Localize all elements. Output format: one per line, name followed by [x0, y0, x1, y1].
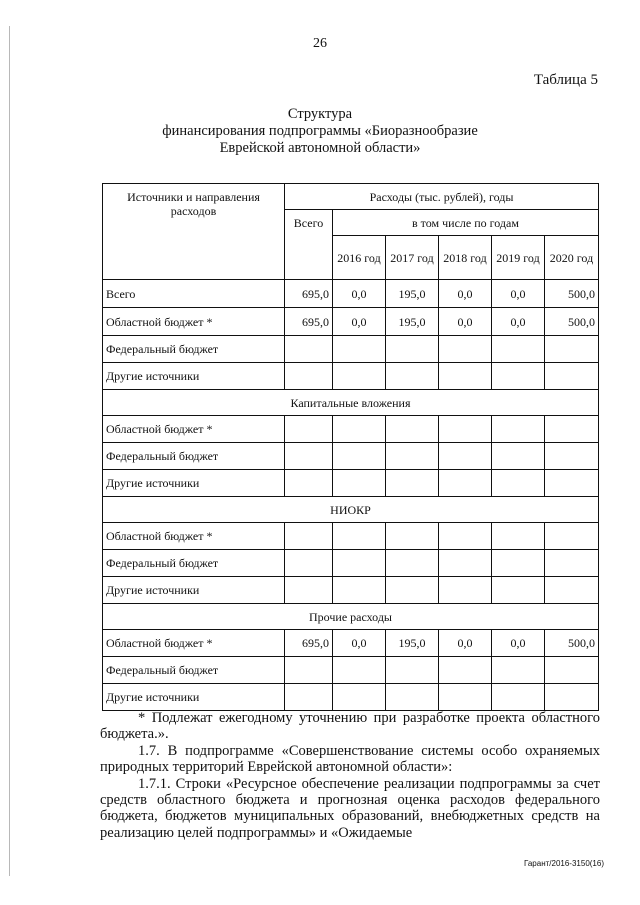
year-value-cell: [492, 470, 545, 497]
year-value-cell: [492, 363, 545, 390]
year-value-cell: [492, 550, 545, 577]
footer-document-code: Гарант/2016-3150(16): [523, 859, 604, 868]
year-value-cell: [492, 657, 545, 684]
row-label-cell: Другие источники: [103, 470, 285, 497]
table-label: Таблица 5: [533, 72, 598, 88]
table-row: [103, 577, 599, 604]
year-value-cell: 0,0: [333, 308, 386, 336]
year-value-cell: 0,0: [439, 630, 492, 657]
year-value-cell: 0,0: [333, 280, 386, 308]
header-source-cell: Источники и направления расходов: [103, 184, 285, 280]
year-value-cell: [439, 684, 492, 711]
year-value-cell: [492, 416, 545, 443]
row-label-cell: Другие источники: [103, 363, 285, 390]
header-by-years-cell: в том числе по годам: [333, 210, 599, 236]
total-value-cell: [285, 470, 333, 497]
year-value-cell: [386, 550, 439, 577]
year-value-cell: [333, 684, 386, 711]
header-row-1: [103, 184, 599, 210]
section-row: [103, 390, 599, 416]
title-line-1: Структура: [287, 106, 353, 122]
year-value-cell: [545, 416, 599, 443]
row-label-cell: Федеральный бюджет: [103, 336, 285, 363]
table-body: [103, 184, 599, 711]
total-value-cell: [285, 577, 333, 604]
table-row: [103, 336, 599, 363]
header-year-cell: 2016 год: [333, 236, 386, 280]
section-heading-cell: Капитальные вложения: [103, 390, 599, 416]
paragraph-1-7: 1.7. В подпрограмме «Совершенствование системы особо охраняемых природных территорий Еврейской автономной области»:: [100, 742, 600, 776]
year-value-cell: [492, 684, 545, 711]
year-value-cell: [386, 577, 439, 604]
paragraph-1-7-1: 1.7.1. Строки «Ресурсное обеспечение реализации подпрограммы за счет средств областного бюджета и прогнозная оценка расходов федерального бюджета, бюджетов муниципальных образований, внебюджетных средств на реализацию целей подпрограммы» и «Ожидаемые: [100, 775, 600, 841]
year-value-cell: [439, 443, 492, 470]
total-value-cell: [285, 523, 333, 550]
year-value-cell: 0,0: [492, 308, 545, 336]
table-row: [103, 684, 599, 711]
year-value-cell: 0,0: [333, 630, 386, 657]
total-value-cell: [285, 550, 333, 577]
table-row: [103, 523, 599, 550]
year-value-cell: 0,0: [492, 630, 545, 657]
year-value-cell: [492, 577, 545, 604]
total-value-cell: [285, 363, 333, 390]
header-year-cell: 2017 год: [386, 236, 439, 280]
row-label-cell: Федеральный бюджет: [103, 443, 285, 470]
year-value-cell: [439, 363, 492, 390]
year-value-cell: 0,0: [439, 308, 492, 336]
year-value-cell: [439, 470, 492, 497]
year-value-cell: 500,0: [545, 630, 599, 657]
year-value-cell: [439, 523, 492, 550]
year-value-cell: [333, 336, 386, 363]
table-row: [103, 308, 599, 336]
year-value-cell: [386, 657, 439, 684]
year-value-cell: [333, 443, 386, 470]
year-value-cell: 195,0: [386, 280, 439, 308]
year-value-cell: [386, 684, 439, 711]
year-value-cell: [492, 336, 545, 363]
year-value-cell: [545, 523, 599, 550]
year-value-cell: 195,0: [386, 630, 439, 657]
table-row: [103, 280, 599, 308]
year-value-cell: [386, 416, 439, 443]
header-year-cell: 2019 год: [492, 236, 545, 280]
year-value-cell: [333, 416, 386, 443]
row-label-cell: Областной бюджет *: [103, 523, 285, 550]
row-label-cell: Областной бюджет *: [103, 630, 285, 657]
total-value-cell: [285, 336, 333, 363]
table-row: [103, 550, 599, 577]
header-expenses-cell: Расходы (тыс. рублей), годы: [285, 184, 599, 210]
total-value-cell: [285, 443, 333, 470]
body-text: [100, 710, 600, 841]
year-value-cell: [545, 684, 599, 711]
table-row: [103, 363, 599, 390]
total-value-cell: 695,0: [285, 280, 333, 308]
year-value-cell: [386, 523, 439, 550]
year-value-cell: [439, 657, 492, 684]
row-label-cell: Областной бюджет *: [103, 416, 285, 443]
year-value-cell: [545, 336, 599, 363]
header-total-cell: Всего: [285, 210, 333, 280]
row-label-cell: Другие источники: [103, 577, 285, 604]
year-value-cell: 0,0: [492, 280, 545, 308]
year-value-cell: [333, 470, 386, 497]
table-row: [103, 470, 599, 497]
row-label-cell: Областной бюджет *: [103, 308, 285, 336]
total-value-cell: 695,0: [285, 630, 333, 657]
year-value-cell: [545, 470, 599, 497]
year-value-cell: [333, 523, 386, 550]
year-value-cell: [492, 523, 545, 550]
year-value-cell: [439, 336, 492, 363]
year-value-cell: [386, 470, 439, 497]
year-value-cell: 195,0: [386, 308, 439, 336]
page-number: 26: [313, 36, 327, 51]
year-value-cell: [386, 363, 439, 390]
row-label-cell: Другие источники: [103, 684, 285, 711]
total-value-cell: [285, 657, 333, 684]
year-value-cell: 0,0: [439, 280, 492, 308]
table-row: [103, 443, 599, 470]
year-value-cell: [545, 550, 599, 577]
year-value-cell: [492, 443, 545, 470]
section-heading-cell: НИОКР: [103, 497, 599, 523]
budget-structure-table: [102, 183, 599, 711]
year-value-cell: [545, 577, 599, 604]
table-row: [103, 416, 599, 443]
row-label-cell: Федеральный бюджет: [103, 657, 285, 684]
row-label-cell: Федеральный бюджет: [103, 550, 285, 577]
year-value-cell: 500,0: [545, 280, 599, 308]
section-row: [103, 497, 599, 523]
year-value-cell: [333, 363, 386, 390]
total-value-cell: 695,0: [285, 308, 333, 336]
table-row: [103, 630, 599, 657]
total-value-cell: [285, 416, 333, 443]
year-value-cell: [439, 577, 492, 604]
section-heading-cell: Прочие расходы: [103, 604, 599, 630]
year-value-cell: [386, 443, 439, 470]
row-label-cell: Всего: [103, 280, 285, 308]
year-value-cell: [386, 336, 439, 363]
year-value-cell: [333, 657, 386, 684]
year-value-cell: [439, 550, 492, 577]
table-row: [103, 657, 599, 684]
document-title: [0, 106, 640, 157]
title-line-3: Еврейской автономной области»: [219, 140, 421, 156]
section-row: [103, 604, 599, 630]
header-year-cell: 2020 год: [545, 236, 599, 280]
year-value-cell: [333, 577, 386, 604]
year-value-cell: [545, 363, 599, 390]
header-year-cell: 2018 год: [439, 236, 492, 280]
total-value-cell: [285, 684, 333, 711]
year-value-cell: [545, 443, 599, 470]
title-line-2: финансирования подпрограммы «Биоразнообразие: [162, 123, 478, 139]
year-value-cell: [333, 550, 386, 577]
year-value-cell: [545, 657, 599, 684]
year-value-cell: [439, 416, 492, 443]
year-value-cell: 500,0: [545, 308, 599, 336]
footnote-paragraph: * Подлежат ежегодному уточнению при разработке проекта областного бюджета.».: [100, 710, 600, 743]
